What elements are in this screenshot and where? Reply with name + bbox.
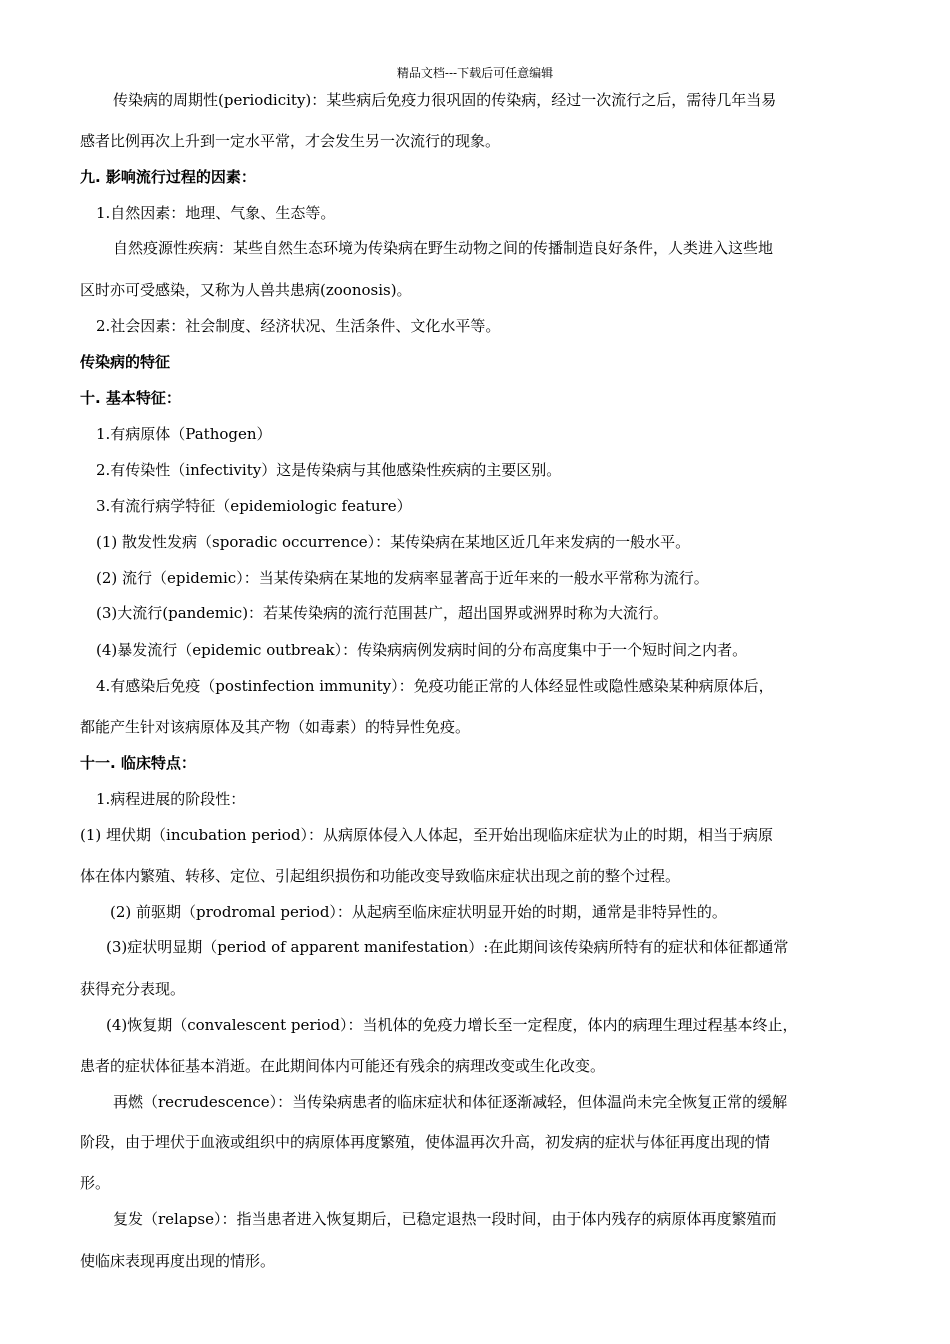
page-header: 精品文档---下载后可任意编辑 <box>396 66 554 80</box>
text-line: (3)大流行(pandemic)：若某传染病的流行范围甚广，超出国界或洲界时称为大流行。 <box>96 604 669 622</box>
text-line: 3.有流行病学特征（epidemiologic feature） <box>96 497 412 515</box>
text-line: 患者的症状体征基本消逝。在此期间体内可能还有残余的病理改变或生化改变。 <box>80 1057 606 1075</box>
section-heading: 十一. 临床特点： <box>80 754 196 772</box>
text-line: (2) 前驱期（prodromal period）：从起病至临床症状明显开始的时期，通常是非特异性的。 <box>110 903 727 921</box>
text-line: 获得充分表现。 <box>80 980 186 998</box>
text-line: 体在体内繁殖、转移、定位、引起组织损伤和功能改变导致临床症状出现之前的整个过程。 <box>80 867 681 885</box>
text-line: 阶段，由于埋伏于血液或组织中的病原体再度繁殖，使体温再次升高，初发病的症状与体征再度出现的情 <box>80 1133 771 1151</box>
text-line: 再燃（recrudescence）：当传染病患者的临床症状和体征逐渐减轻，但体温尚未完全恢复正常的缓解 <box>113 1093 788 1111</box>
text-line: 2.社会因素：社会制度、经济状况、生活条件、文化水平等。 <box>96 317 501 335</box>
text-line: 2.有传染性（infectivity）这是传染病与其他感染性疾病的主要区别。 <box>96 461 562 479</box>
text-line: 1.病程进展的阶段性： <box>96 790 246 808</box>
text-line: 自然疫源性疾病：某些自然生态环境为传染病在野生动物之间的传播制造良好条件，人类进入这些地 <box>113 239 774 257</box>
text-line: 4.有感染后免疫（postinfection immunity）：免疫功能正常的人体经显性或隐性感染某种病原体后， <box>96 677 774 695</box>
text-line: 1.有病原体（Pathogen） <box>96 425 272 443</box>
section-heading: 九. 影响流行过程的因素： <box>80 168 256 186</box>
text-line: 区时亦可受感染，又称为人兽共患病(zoonosis)。 <box>80 281 412 299</box>
text-line: 形。 <box>80 1174 111 1192</box>
text-line: (1) 埋伏期（incubation period）：从病原体侵入人体起，至开始出现临床症状为止的时期，相当于病原 <box>80 826 773 844</box>
text-line: (1) 散发性发病（sporadic occurrence）：某传染病在某地区近几年来发病的一般水平。 <box>96 533 691 551</box>
text-line: 感者比例再次上升到一定水平常，才会发生另一次流行的现象。 <box>80 132 501 150</box>
text-line: (2) 流行（epidemic）：当某传染病在某地的发病率显著高于近年来的一般水平常称为流行。 <box>96 569 709 587</box>
text-line: (4)恢复期（convalescent period）：当机体的免疫力增长至一定程度，体内的病理生理过程基本终止， <box>106 1016 798 1034</box>
text-line: (3)症状明显期（period of apparent manifestation）:在此期间该传染病所特有的症状和体征都通常 <box>106 938 789 956</box>
section-heading: 十. 基本特征： <box>80 389 181 407</box>
text-line: 都能产生针对该病原体及其产物（如毒素）的特异性免疫。 <box>80 718 471 736</box>
text-line: (4)暴发流行（epidemic outbreak）：传染病病例发病时间的分布高度集中于一个短时间之内者。 <box>96 641 748 659</box>
text-line: 1.自然因素：地理、气象、生态等。 <box>96 204 336 222</box>
text-line: 复发（relapse）：指当患者进入恢复期后，已稳定退热一段时间，由于体内残存的病原体再度繁殖而 <box>113 1210 777 1228</box>
text-line: 使临床表现再度出现的情形。 <box>80 1252 276 1270</box>
section-heading: 传染病的特征 <box>80 353 171 371</box>
text-line: 传染病的周期性(periodicity)：某些病后免疫力很巩固的传染病，经过一次流行之后，需待几年当易 <box>113 91 777 109</box>
